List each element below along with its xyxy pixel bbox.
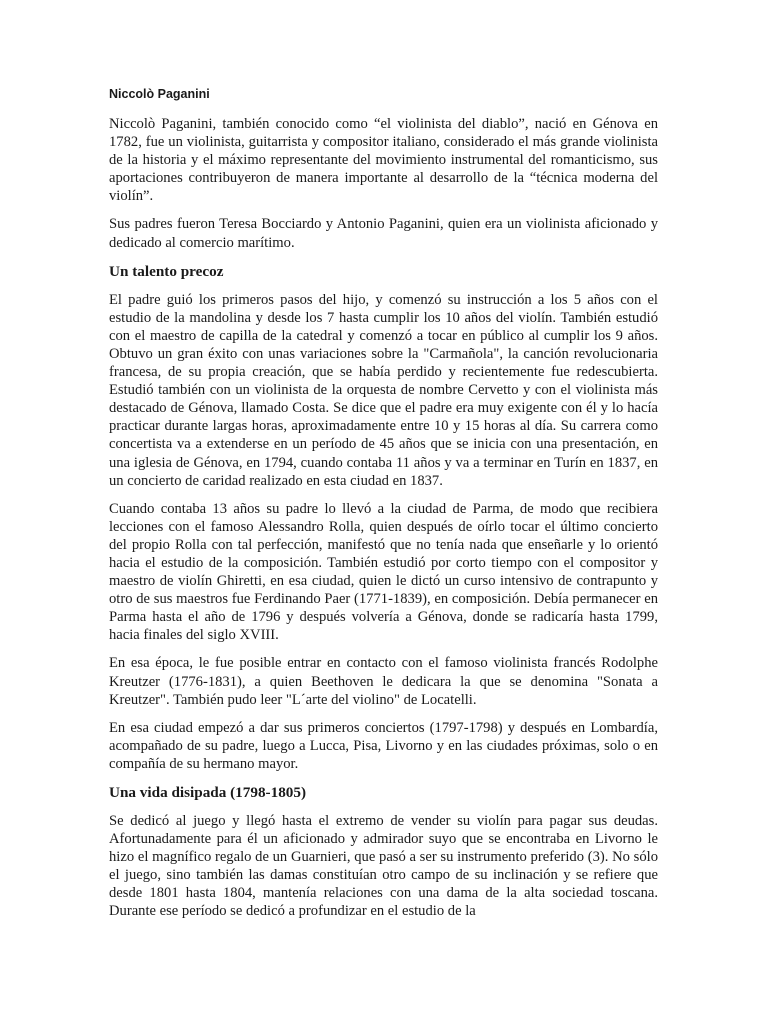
document-page [109, 86, 658, 931]
document-title: Niccolò Paganini [109, 87, 210, 101]
paragraph-intro: Niccolò Paganini, también conocido como “el violinista del diablo”, nació en Génova en 1782, fue un violinista, guitarrista y compositor italiano, considerado el más grande violinista de la historia y el máximo representante del movimiento instrumental del romanticismo, sus aportaciones contribuyeron de manera importante al desarrollo de la “técnica moderna del violín”. [109, 116, 658, 205]
paragraph-parma: Cuando contaba 13 años su padre lo llevó a la ciudad de Parma, de modo que recibiera lecciones con el famoso Alessandro Rolla, quien después de oírlo tocar el último concierto del propio Rolla con tal perfección, manifestó que no tenía nada que enseñarle y lo orientó hacia el estudio de la composición. También estudió por corto tiempo con el compositor y maestro de violín Ghiretti, en esa ciudad, quien le dictó un curso intensivo de contrapunto y otro de sus maestros fue Ferdinando Paer (1771-1839), en composición. Debía permanecer en Parma hasta el año de 1796 y después volvería a Génova, donde se radicaría hasta 1799, hacia finales del siglo XVIII. [109, 500, 658, 644]
paragraph-kreutzer: En esa época, le fue posible entrar en contacto con el famoso violinista francés Rodolphe Kreutzer (1776-1831), a quien Beethoven le dedicara la que se denomina "Sonata a Kreutzer". También pudo leer "L´arte del violino" de Locatelli. [109, 655, 658, 708]
paragraph-parents: Sus padres fueron Teresa Bocciardo y Antonio Paganini, quien era un violinista aficionado y dedicado al comercio marítimo. [109, 216, 658, 251]
section-heading-vida-disipada: Una vida disipada (1798-1805) [109, 784, 307, 801]
paragraph-gambling: Se dedicó al juego y llegó hasta el extremo de vender su violín para pagar sus deudas. Afortunadamente para él un aficionado y admirador suyo que se encontraba en Livorno le hizo el magnífico regalo de un Guarnieri, que pasó a ser su instrumento preferido (3). No sólo el juego, sino también las damas constituían otro campo de su inclinación y se refiere que desde 1801 hasta 1804, mantenía relaciones con una dama de la alta sociedad toscana. Durante ese período se dedicó a profundizar en el estudio de la [109, 813, 658, 920]
section-heading-talento: Un talento precoz [109, 262, 224, 280]
paragraph-first-concerts: En esa ciudad empezó a dar sus primeros conciertos (1797-1798) y después en Lombardía, acompañado de su padre, luego a Lucca, Pisa, Livorno y en las ciudades próximas, solo o en compañía de su hermano mayor. [109, 719, 658, 772]
paragraph-early-training: El padre guió los primeros pasos del hijo, y comenzó su instrucción a los 5 años con el estudio de la mandolina y desde los 7 hasta cumplir los 10 años del violín. También estudió con el maestro de capilla de la catedral y comenzó a tocar en público al cumplir los 9 años. Obtuvo un gran éxito con unas variaciones sobre la "Carmañola", la canción revolucionaria francesa, de su propia creación, que se había perdido y recientemente fue redescubierta. Estudió también con un violinista de la orquesta de nombre Cervetto y con el violinista más destacado de Génova, llamado Costa. Se dice que el padre era muy exigente con él y lo hacía practicar durante largas horas, aproximadamente entre 10 y 15 horas al día. Su carrera como concertista va a extenderse en un período de 45 años que se inicia con una presentación, en una iglesia de Génova, en 1794, cuando contaba 11 años y va a terminar en Turín en 1837, en un concierto de caridad realizado en esta ciudad en 1837. [109, 291, 658, 489]
